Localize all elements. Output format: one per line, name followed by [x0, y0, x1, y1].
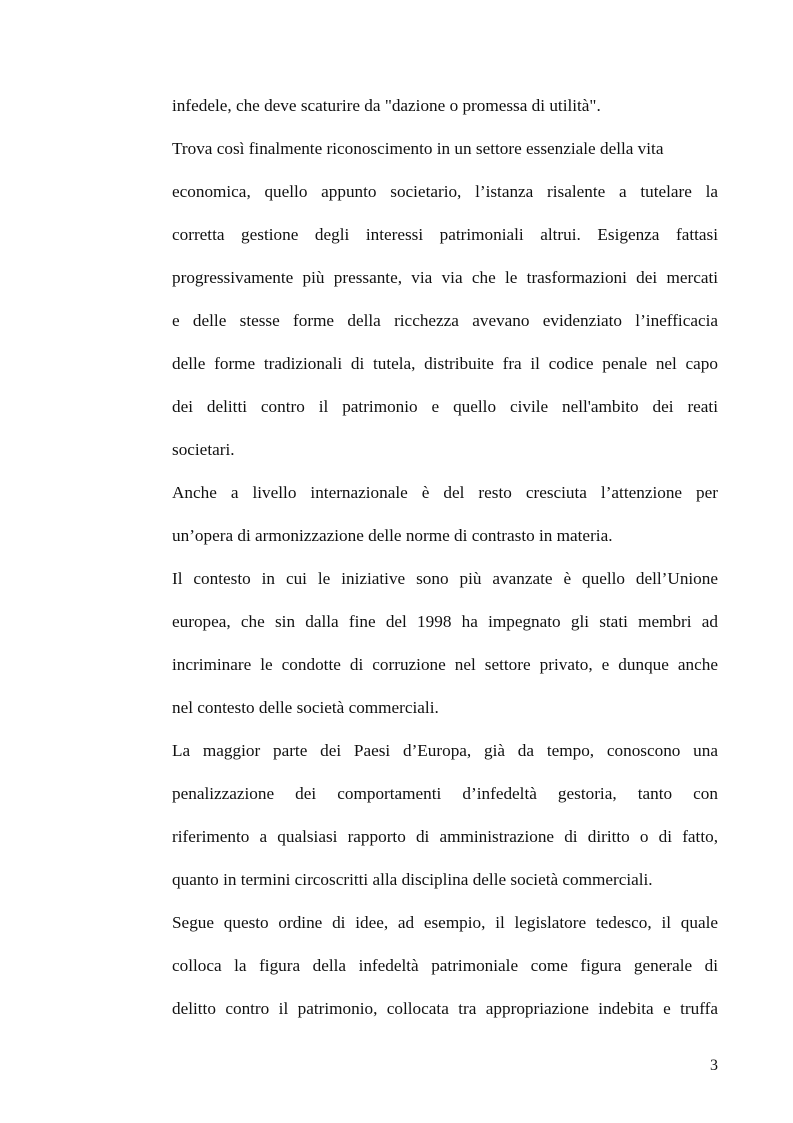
- text-line: quanto in termini circoscritti alla disciplina delle società commerciali.: [172, 870, 653, 889]
- text-line: nel contesto delle società commerciali.: [172, 698, 439, 717]
- text-line: economica, quello appunto societario, l’istanza risalente a tutelare la: [172, 182, 718, 201]
- text-line: penalizzazione dei comportamenti d’infedeltà gestoria, tanto con: [172, 784, 718, 803]
- text-line: europea, che sin dalla fine del 1998 ha impegnato gli stati membri ad: [172, 612, 718, 631]
- page-number: 3: [710, 1057, 718, 1074]
- text-line: delitto contro il patrimonio, collocata tra appropriazione indebita e truffa: [172, 999, 718, 1018]
- text-line: corretta gestione degli interessi patrimoniali altrui. Esigenza fattasi: [172, 225, 718, 244]
- text-line: dei delitti contro il patrimonio e quello civile nell'ambito dei reati: [172, 397, 718, 416]
- text-line: progressivamente più pressante, via via che le trasformazioni dei mercati: [172, 268, 718, 287]
- text-line: La maggior parte dei Paesi d’Europa, già da tempo, conoscono una: [172, 741, 718, 760]
- text-line: colloca la figura della infedeltà patrimoniale come figura generale di: [172, 956, 718, 975]
- body-text: [172, 90, 718, 1036]
- text-line: e delle stesse forme della ricchezza avevano evidenziato l’inefficacia: [172, 311, 718, 330]
- text-line: Segue questo ordine di idee, ad esempio, il legislatore tedesco, il quale: [172, 913, 718, 932]
- text-line: un’opera di armonizzazione delle norme di contrasto in materia.: [172, 526, 613, 545]
- text-line: Trova così finalmente riconoscimento in un settore essenziale della vita: [172, 139, 664, 158]
- text-line: Anche a livello internazionale è del resto cresciuta l’attenzione per: [172, 483, 718, 502]
- text-line: Il contesto in cui le iniziative sono più avanzate è quello dell’Unione: [172, 569, 718, 588]
- text-line: societari.: [172, 440, 235, 459]
- text-line: infedele, che deve scaturire da "dazione o promessa di utilità".: [172, 96, 601, 115]
- text-line: delle forme tradizionali di tutela, distribuite fra il codice penale nel capo: [172, 354, 718, 373]
- text-line: incriminare le condotte di corruzione nel settore privato, e dunque anche: [172, 655, 718, 674]
- text-line: riferimento a qualsiasi rapporto di amministrazione di diritto o di fatto,: [172, 827, 718, 846]
